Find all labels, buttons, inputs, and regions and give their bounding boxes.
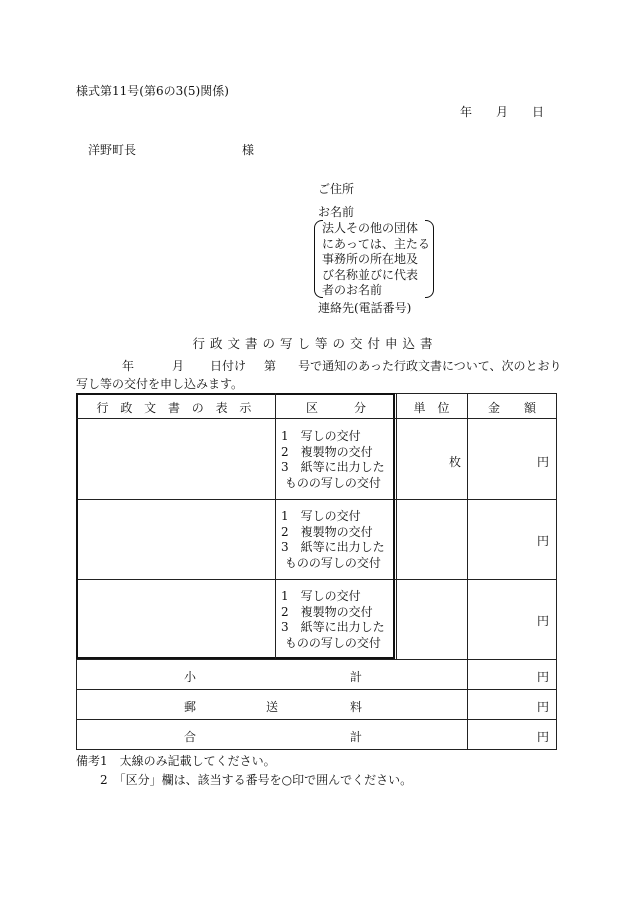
- date-line: [460, 103, 544, 120]
- intro-number-prefix: 第: [264, 359, 277, 373]
- header-amount: 金 額: [487, 401, 536, 415]
- contact-label: 連絡先(電話番号): [318, 301, 412, 315]
- subtotal-a: 小: [184, 670, 197, 684]
- row2-yen: 円: [536, 534, 549, 548]
- row1-yen: 円: [536, 455, 549, 469]
- intro-year: 年: [122, 359, 135, 373]
- honorific: 様: [242, 143, 255, 157]
- total-a: 合: [184, 730, 197, 744]
- header-category: 区 分: [305, 401, 366, 415]
- note-2: 2 「区分」欄は、該当する番号を○印で囲んでください。: [100, 773, 413, 787]
- document-title: 行政文書の写し等の交付申込書: [192, 336, 438, 351]
- row1-unit: 枚: [448, 455, 461, 469]
- subtotal-b: 計: [350, 670, 363, 684]
- addressee: 洋野町長: [88, 143, 137, 157]
- total-b: 計: [350, 730, 363, 744]
- header-document: 行 政 文 書 の 表 示: [96, 401, 256, 415]
- row2-options: 1 写しの交付 2 複製物の交付 3 紙等に出力した ものの写しの交付: [281, 509, 385, 570]
- intro-line-2: 写し等の交付を申し込みます。: [76, 377, 244, 391]
- header-unit: 単 位: [413, 401, 450, 415]
- row1-options: 1 写しの交付 2 複製物の交付 3 紙等に出力した ものの写しの交付: [281, 429, 385, 490]
- corporation-note: 法人その他の団体 にあっては、主たる 事務所の所在地及 び名称並びに代表 者のお名前: [322, 221, 430, 297]
- date-month: 月: [496, 105, 509, 119]
- row3-options: 1 写しの交付 2 複製物の交付 3 紙等に出力した ものの写しの交付: [281, 589, 385, 650]
- intro-line-1: [122, 357, 561, 374]
- application-table: [76, 393, 557, 750]
- intro-sentence: 号で通知のあった行政文書について、次のとおり: [298, 359, 562, 373]
- postage-a: 郵: [184, 700, 197, 714]
- date-day: 日: [532, 105, 545, 119]
- postage-c: 料: [350, 700, 363, 714]
- subtotal-yen: 円: [536, 670, 549, 684]
- total-yen: 円: [536, 730, 549, 744]
- intro-dated: 日付け: [210, 359, 247, 373]
- row3-yen: 円: [536, 614, 549, 628]
- postage-b: 送: [266, 700, 279, 714]
- name-label: お名前: [318, 205, 355, 219]
- date-year: 年: [460, 105, 473, 119]
- intro-month: 月: [172, 359, 185, 373]
- note-1: 備考1 太線のみ記載してください。: [76, 754, 276, 768]
- address-label: ご住所: [318, 182, 355, 196]
- form-number: 様式第11号(第6の3(5)関係): [76, 84, 229, 98]
- postage-yen: 円: [536, 700, 549, 714]
